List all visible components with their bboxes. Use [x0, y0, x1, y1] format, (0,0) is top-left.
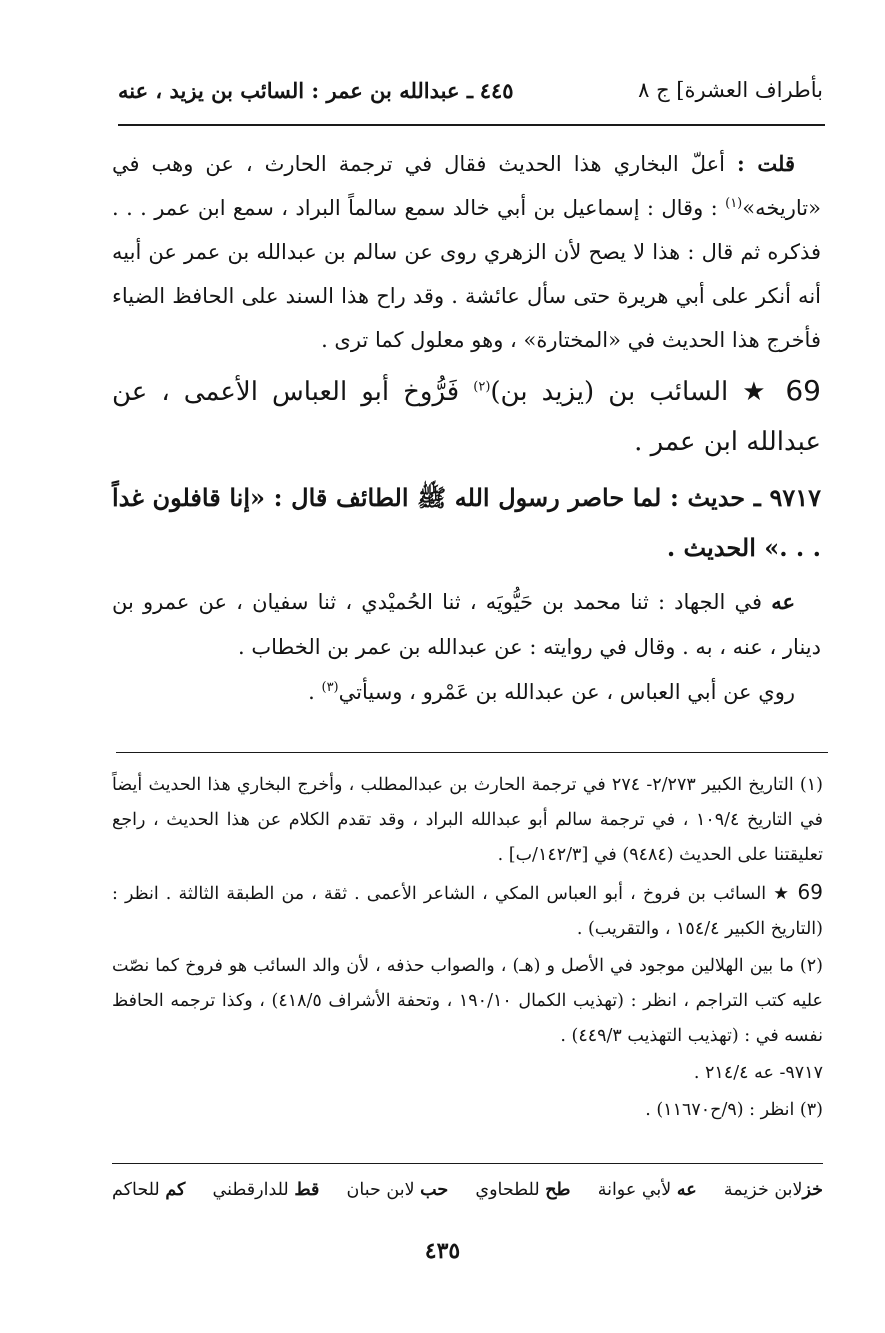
commentary-line: فأخرج هذا الحديث في «المختارة» ، وهو معلول كما ترى .	[321, 328, 821, 352]
commentary-line: فذكره ثم قال : هذا لا يصح لأن الزهري روى عن سالم بن عبدالله بن عمر عن أبيه	[112, 240, 821, 264]
entry-number: 69	[785, 374, 821, 407]
footnote-2: (٢) ما بين الهلالين موجود في الأصل و (هـ) ، والصواب حذفه ، لأن والد السائب هو فروخ كما نصّت عليه كتب التراجم ، انظر : (تهذيب الكمال ١٩٠/١٠ ، وتحفة الأشراف ٤١٨/٥) ، وكذا ترجمه الحافظ نفسه في : (تهذيب التهذيب ٤٤٩/٣) .	[112, 956, 823, 1046]
paragraph-lead: قلت :	[737, 151, 795, 176]
abbreviation-item: طح للطحاوي	[475, 1180, 571, 1200]
entry-name: السائب بن (يزيد بن)	[490, 377, 743, 407]
paragraph-note	[112, 670, 821, 715]
abbreviation-item: قط للدارقطني	[212, 1180, 320, 1200]
header-divider	[118, 124, 825, 126]
header-entry-number: ٤٤٥	[479, 78, 514, 103]
note-text: روي عن أبي العباس ، عن عبدالله بن عَمْرو ، وسيأتي	[338, 680, 795, 704]
header-entry-title: ـ عبدالله بن عمر : السائب بن يزيد ، عنه	[118, 78, 473, 103]
source-abbr: عه	[771, 589, 795, 614]
paragraph-commentary	[112, 142, 821, 362]
footnote-entry-69	[112, 875, 823, 947]
footnote-ref-3: (٣)	[321, 680, 339, 695]
hadith-end: الحديث .	[666, 533, 765, 562]
commentary-line: أعلّ البخاري هذا الحديث فقال في ترجمة الحارث ، عن وهب في	[112, 152, 737, 176]
star-icon: ★	[773, 884, 791, 904]
narrator-entry	[112, 366, 821, 467]
abbreviation-item: خزلابن خزيمة	[723, 1180, 823, 1200]
paragraph-isnad	[112, 579, 821, 670]
isnad-text: في الجهاد : ثنا محمد بن حَيُّويَه ، ثنا الحُميْدي ، ثنا سفيان ، عن عمرو بن دينار ، عنه ، به . وقال في روايته : عن عبدالله بن عمر بن الخطاب .	[112, 590, 821, 659]
entry-name-rest: فَرُّوخ أبو العباس الأعمى ، عن عبدالله ابن عمر .	[112, 377, 821, 457]
footnote-1: (١) التاريخ الكبير ٢/٢٧٣- ٢٧٤ في ترجمة الحارث بن عبدالمطلب ، وأخرج البخاري هذا الحديث أيضاً في التاريخ ١٠٩/٤ ، في ترجمة سالم أبو عبدالله البراد ، وقد تقدم الكلام عن هذا الحديث ، راجع تعليقتنا على الحديث (٩٤٨٤) في [١٤٢/٣/ب] .	[112, 775, 823, 865]
header-entry	[118, 78, 514, 103]
abbreviation-item: عه لأبي عوانة	[597, 1180, 697, 1200]
footnote-ref-2: (٢)	[473, 379, 491, 395]
star-icon: ★	[742, 377, 772, 407]
footnotes	[112, 768, 823, 1130]
running-header	[118, 78, 823, 112]
hadith-number: ٩٧١٧ ـ حديث :	[669, 483, 822, 512]
footnote-ref-1: (١)	[725, 196, 743, 211]
footnote-entry-number: 69	[797, 880, 823, 904]
abbreviations-divider	[112, 1163, 823, 1164]
commentary-quote: «تاريخه»	[742, 196, 821, 220]
hadith-text: لما حاصر رسول الله ﷺ الطائف قال :	[265, 483, 670, 512]
abbreviations-key	[112, 1180, 823, 1200]
hadith-entry	[112, 473, 821, 573]
main-text	[112, 142, 821, 715]
commentary-line: أنه أنكر على أبي هريرة حتى سأل عائشة . وقد راح هذا السند على الحافظ الضياء	[112, 284, 821, 308]
abbreviation-item: حب لابن حبان	[346, 1180, 449, 1200]
footnote-3: (٣) انظر : (٩/ح١١٦٧٠) .	[645, 1100, 823, 1120]
commentary-line: : وقال : إسماعيل بن أبي خالد سمع سالماً البراد ، سمع ابن عمر . . .	[112, 196, 726, 220]
abbreviation-item: كم للحاكم	[112, 1180, 186, 1200]
hadith-quote: «إنا قافلون غداً . . .»	[112, 483, 821, 562]
header-book-title: بأطراف العشرة] ج ٨	[638, 78, 823, 102]
footnote-hadith-9717: ٩٧١٧- عه ٢١٤/٤ .	[693, 1063, 823, 1083]
footnote-divider	[116, 752, 828, 753]
footnote-entry-text: السائب بن فروخ ، أبو العباس المكي ، الشاعر الأعمى . ثقة ، من الطبقة الثالثة . انظر : (التاريخ الكبير ١٥٤/٤ ، والتقريب) .	[112, 884, 823, 939]
note-end: .	[308, 680, 322, 704]
page-number: ٤٣٥	[424, 1238, 461, 1264]
